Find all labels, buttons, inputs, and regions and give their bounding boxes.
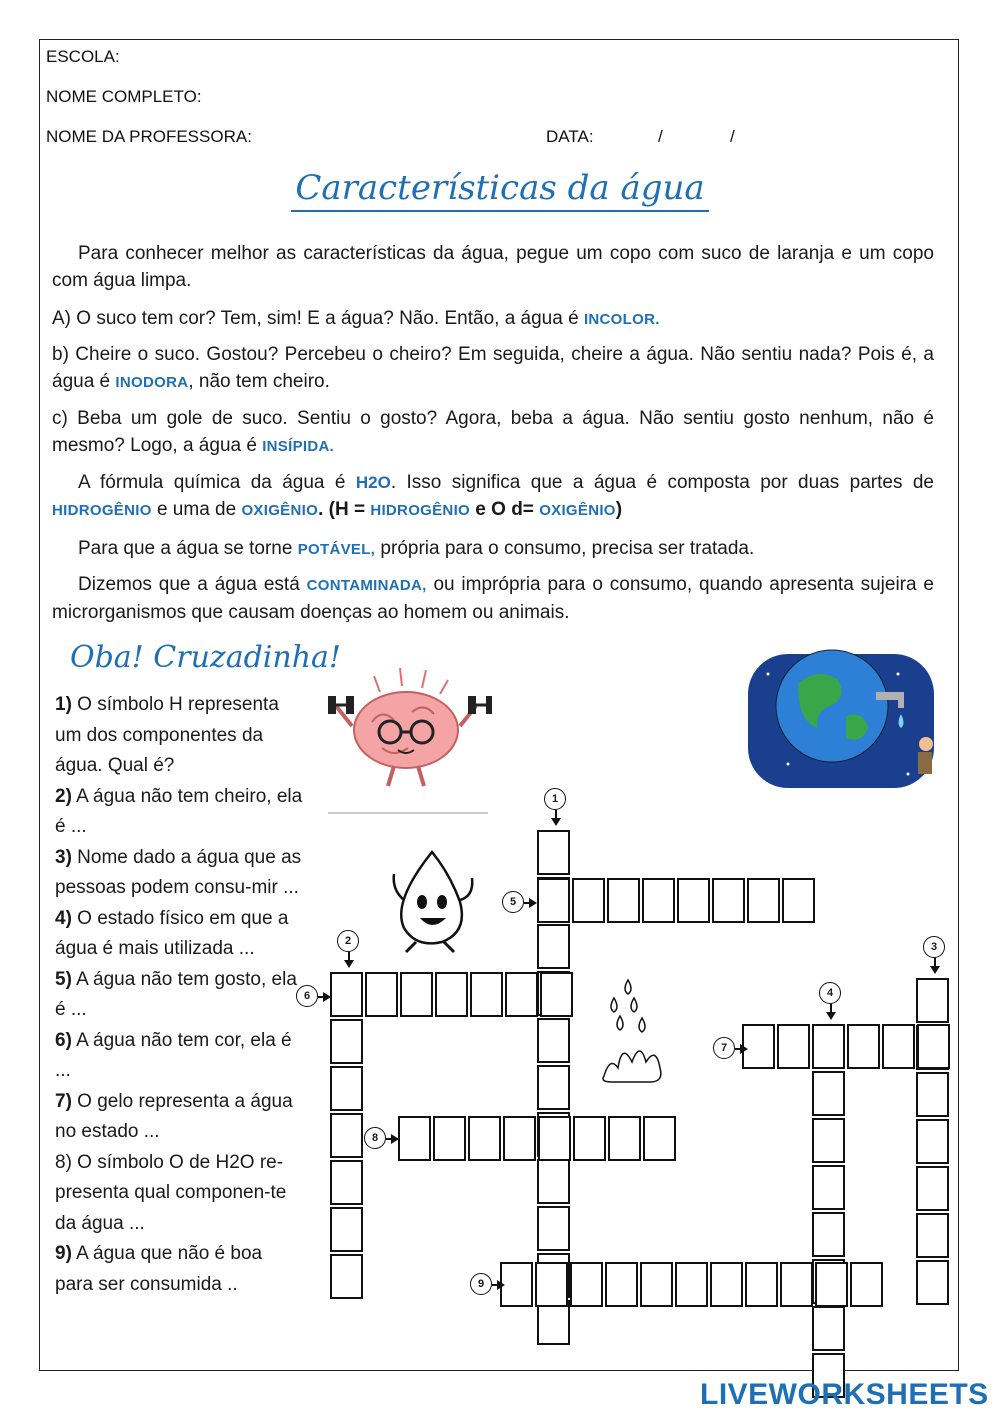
- date-slash-1: /: [658, 127, 663, 146]
- clue-number-2: 2: [337, 930, 359, 952]
- cell-word5-6[interactable]: [712, 878, 745, 923]
- cell-word5-7[interactable]: [747, 878, 780, 923]
- cell-word5-8[interactable]: [782, 878, 815, 923]
- cell-word3-7[interactable]: [916, 1260, 949, 1305]
- cell-word6-5[interactable]: [470, 972, 503, 1017]
- clue-6: 6) A água não tem cor, ela é ...: [55, 1029, 292, 1081]
- cell-word9-11[interactable]: [850, 1262, 883, 1307]
- date-label: DATA:: [546, 127, 594, 146]
- cell-word3-1[interactable]: [916, 978, 949, 1023]
- cell-word4-4[interactable]: [812, 1165, 845, 1210]
- cell-word8-3[interactable]: [468, 1116, 501, 1161]
- cell-word9-4[interactable]: [605, 1262, 638, 1307]
- keyword-h2o: H2O: [355, 473, 391, 492]
- clue-3: 3) Nome dado a água que as pessoas podem consu-mir ...: [55, 846, 302, 898]
- formula-paragraph: A fórmula química da água é H2O. Isso significa que a água é composta por duas partes de HIDROGÊNIO e uma de OXIGÊNIO. (H = HIDROGÊNIO e O d= OXIGÊNIO): [52, 472, 934, 520]
- liveworksheets-logo: LIVEWORKSHEETS: [700, 1378, 989, 1411]
- cell-word3-6[interactable]: [916, 1213, 949, 1258]
- clue-list: [55, 690, 305, 1300]
- cell-word7-1[interactable]: [742, 1024, 775, 1069]
- cell-word1-3[interactable]: [537, 924, 570, 969]
- cell-word6-2[interactable]: [365, 972, 398, 1017]
- cell-word2-6[interactable]: [330, 1207, 363, 1252]
- keyword-inodora: INODORA: [115, 374, 189, 391]
- clue-number-9: 9: [470, 1273, 492, 1295]
- cell-word9-9[interactable]: [780, 1262, 813, 1307]
- cell-word9-1[interactable]: [500, 1262, 533, 1307]
- cell-word4-3[interactable]: [812, 1118, 845, 1163]
- page-title: Características da água: [0, 168, 1000, 208]
- clue-8: 8) O símbolo O de H2O re-presenta qual componen-te da água ...: [55, 1151, 287, 1234]
- cell-word8-1[interactable]: [398, 1116, 431, 1161]
- cell-word2-5[interactable]: [330, 1160, 363, 1205]
- cell-word8-2[interactable]: [433, 1116, 466, 1161]
- full-name-label: NOME COMPLETO:: [46, 87, 202, 106]
- cell-word7-6[interactable]: [917, 1024, 950, 1069]
- cell-word5-3[interactable]: [607, 878, 640, 923]
- earth-illustration: [748, 644, 938, 794]
- keyword-incolor: INCOLOR: [583, 311, 656, 328]
- cell-word6-1[interactable]: [330, 972, 363, 1017]
- cell-word8-6[interactable]: [573, 1116, 606, 1161]
- cell-word1-1[interactable]: [537, 830, 570, 875]
- item-b: b) Cheire o suco. Gostou? Percebeu o cheiro? Em seguida, cheire a água. Não sentiu nada? Pois é, a água é INODORA, não tem cheiro.: [52, 344, 934, 392]
- cell-word7-2[interactable]: [777, 1024, 810, 1069]
- cell-word5-1[interactable]: [537, 878, 570, 923]
- contaminada-paragraph: Dizemos que a água está CONTAMINADA, ou imprópria para o consumo, quando apresenta sujeira e microrganismos que causam doenças ao homem ou animais.: [52, 574, 934, 623]
- clue-number-3: 3: [923, 936, 945, 958]
- cell-word9-2[interactable]: [535, 1262, 568, 1307]
- clue-9: 9) A água que não é boa para ser consumida ..: [55, 1243, 263, 1295]
- cell-word9-3[interactable]: [570, 1262, 603, 1307]
- clue-number-4: 4: [819, 982, 841, 1004]
- cell-word2-7[interactable]: [330, 1254, 363, 1299]
- clue-5: 5) A água não tem gosto, ela é ...: [55, 968, 297, 1020]
- cell-word9-7[interactable]: [710, 1262, 743, 1307]
- cell-word9-6[interactable]: [675, 1262, 708, 1307]
- date-slash-2: /: [730, 127, 735, 146]
- cell-word5-2[interactable]: [572, 878, 605, 923]
- cell-word9-8[interactable]: [745, 1262, 778, 1307]
- water-drop-character: [386, 846, 480, 956]
- cell-word7-4[interactable]: [847, 1024, 880, 1069]
- item-a: A) O suco tem cor? Tem, sim! E a água? Não. Então, a água é INCOLOR.: [52, 308, 660, 329]
- clue-number-7: 7: [713, 1037, 735, 1059]
- keyword-oxigenio: OXIGÊNIO: [241, 502, 319, 519]
- cell-word6-4[interactable]: [435, 972, 468, 1017]
- keyword-contaminada: CONTAMINADA,: [306, 577, 427, 594]
- cell-word2-2[interactable]: [330, 1019, 363, 1064]
- cell-word4-7[interactable]: [812, 1306, 845, 1351]
- cell-word8-8[interactable]: [643, 1116, 676, 1161]
- cell-word6-7[interactable]: [540, 972, 573, 1017]
- cell-word3-5[interactable]: [916, 1166, 949, 1211]
- school-label: ESCOLA:: [46, 47, 120, 66]
- cell-word3-3[interactable]: [916, 1072, 949, 1117]
- cell-word1-6[interactable]: [537, 1065, 570, 1110]
- keyword-hidrogenio: HIDROGÊNIO: [52, 502, 152, 519]
- cell-word4-5[interactable]: [812, 1212, 845, 1257]
- cell-word2-3[interactable]: [330, 1066, 363, 1111]
- cell-word8-7[interactable]: [608, 1116, 641, 1161]
- cell-word9-5[interactable]: [640, 1262, 673, 1307]
- cell-word7-5[interactable]: [882, 1024, 915, 1069]
- cell-word5-5[interactable]: [677, 878, 710, 923]
- cell-word8-4[interactable]: [503, 1116, 536, 1161]
- clue-number-1: 1: [544, 788, 566, 810]
- clue-4: 4) O estado físico em que a água é mais utilizada ...: [55, 907, 289, 959]
- cell-word1-9[interactable]: [537, 1206, 570, 1251]
- cell-word5-4[interactable]: [642, 878, 675, 923]
- cell-word1-8[interactable]: [537, 1159, 570, 1204]
- cell-word6-3[interactable]: [400, 972, 433, 1017]
- cell-word2-4[interactable]: [330, 1113, 363, 1158]
- clue-2: 2) A água não tem cheiro, ela é ...: [55, 785, 303, 837]
- cell-word4-1[interactable]: [812, 1024, 845, 1069]
- clue-1: 1) O símbolo H representa um dos componentes da água. Qual é?: [55, 694, 279, 776]
- water-splash-drawing: [598, 976, 670, 1098]
- cell-word4-2[interactable]: [812, 1071, 845, 1116]
- cell-word3-4[interactable]: [916, 1119, 949, 1164]
- item-c: c) Beba um gole de suco. Sentiu o gosto? Agora, beba a água. Não sentiu gosto nenhum, não é mesmo? Logo, a água é INSÍPIDA.: [52, 408, 934, 456]
- cell-word8-5[interactable]: [538, 1116, 571, 1161]
- clue-7: 7) O gelo representa a água no estado ...: [55, 1090, 293, 1142]
- cell-word1-5[interactable]: [537, 1018, 570, 1063]
- clue-number-8: 8: [364, 1127, 386, 1149]
- clue-number-6: 6: [296, 985, 318, 1007]
- teacher-name-label: NOME DA PROFESSORA:: [46, 127, 252, 146]
- cell-word6-6[interactable]: [505, 972, 538, 1017]
- clue-number-5: 5: [502, 891, 524, 913]
- keyword-potavel: POTÁVEL,: [297, 541, 376, 558]
- crossword-title: Oba! Cruzadinha!: [70, 640, 341, 675]
- cell-word9-10[interactable]: [815, 1262, 848, 1307]
- brain-illustration: [322, 662, 492, 822]
- intro-paragraph: Para conhecer melhor as características da água, pegue um copo com suco de laranja e um copo com água limpa.: [52, 243, 934, 291]
- keyword-insipida: INSÍPIDA.: [262, 438, 335, 455]
- potavel-paragraph: Para que a água se torne POTÁVEL, própria para o consumo, precisa ser tratada.: [78, 538, 755, 559]
